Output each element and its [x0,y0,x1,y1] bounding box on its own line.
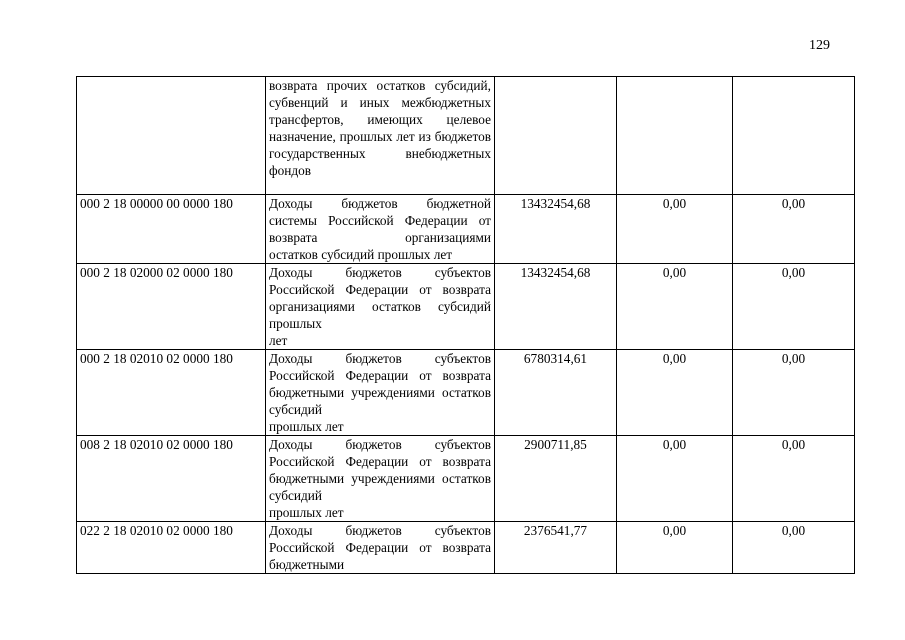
table-row [77,77,855,195]
description-line: субсидий, субвенций и иных [269,78,491,110]
description-line: Доходы бюджетов субъектов [269,523,491,538]
description-line: возврата организациями [269,282,491,314]
description-line: Российской Федерации от [269,368,432,383]
value-cell-3: 0,00 [733,264,855,350]
description-line-last: фондов [269,163,312,178]
value-cell-2: 0,00 [617,522,733,574]
budget-code-cell: 022 2 18 02010 02 0000 180 [77,522,266,574]
table-row [77,264,855,350]
description-line: системы Российской Федерации [269,213,468,228]
description-line: возврата бюджетными [269,454,491,486]
description-cell [266,264,495,350]
value-cell-1: 2376541,77 [495,522,617,574]
description-cell [266,77,495,195]
description-line: возврата бюджетными [269,368,491,400]
value-cell-2: 0,00 [617,195,733,264]
description-cell [266,436,495,522]
description-line: Российской Федерации от [269,454,432,469]
value-cell-1: 13432454,68 [495,264,617,350]
description-line: имеющих целевое назначение, [269,112,491,144]
budget-code-cell: 000 2 18 02000 02 0000 180 [77,264,266,350]
table-row [77,522,855,574]
value-cell-2 [617,77,733,195]
value-cell-3: 0,00 [733,522,855,574]
description-line: Доходы бюджетов бюджетной [269,196,491,211]
description-line: государственных внебюджетных [269,146,491,161]
value-cell-2: 0,00 [617,436,733,522]
value-cell-1: 2900711,85 [495,436,617,522]
description-line-last: лет [269,333,288,348]
page-number: 129 [809,38,830,53]
budget-income-table [76,76,855,574]
value-cell-1: 13432454,68 [495,195,617,264]
description-line: возврата прочих остатков [269,78,426,93]
description-line: Доходы бюджетов субъектов [269,437,491,452]
value-cell-3: 0,00 [733,350,855,436]
description-line: прошлых лет из бюджетов [339,129,492,144]
description-cell [266,522,495,574]
description-line-last: прошлых лет [269,505,344,520]
table-row [77,195,855,264]
description-line-last: остатков субсидий прошлых лет [269,247,453,262]
value-cell-3: 0,00 [733,436,855,522]
table-row [77,436,855,522]
budget-code-cell [77,77,266,195]
description-line: возврата бюджетными [269,540,491,572]
description-cell [266,350,495,436]
value-cell-3 [733,77,855,195]
description-line-last: прошлых лет [269,419,344,434]
budget-code-cell: 000 2 18 02010 02 0000 180 [77,350,266,436]
description-line: от возврата организациями [269,213,491,245]
value-cell-1 [495,77,617,195]
table-row [77,350,855,436]
description-line: остатков субсидий прошлых [269,299,491,331]
budget-code-cell: 008 2 18 02010 02 0000 180 [77,436,266,522]
description-line: Российской Федерации от [269,282,432,297]
budget-code-cell: 000 2 18 00000 00 0000 180 [77,195,266,264]
value-cell-2: 0,00 [617,264,733,350]
description-line: межбюджетных трансфертов, [269,95,491,127]
description-line: Российской Федерации от [269,540,432,555]
value-cell-3: 0,00 [733,195,855,264]
value-cell-1: 6780314,61 [495,350,617,436]
description-cell [266,195,495,264]
description-line: Доходы бюджетов субъектов [269,351,491,366]
description-line: Доходы бюджетов субъектов [269,265,491,280]
description-line: учреждениями остатков субсидий [269,385,491,417]
value-cell-2: 0,00 [617,350,733,436]
description-line: учреждениями остатков субсидий [269,471,491,503]
